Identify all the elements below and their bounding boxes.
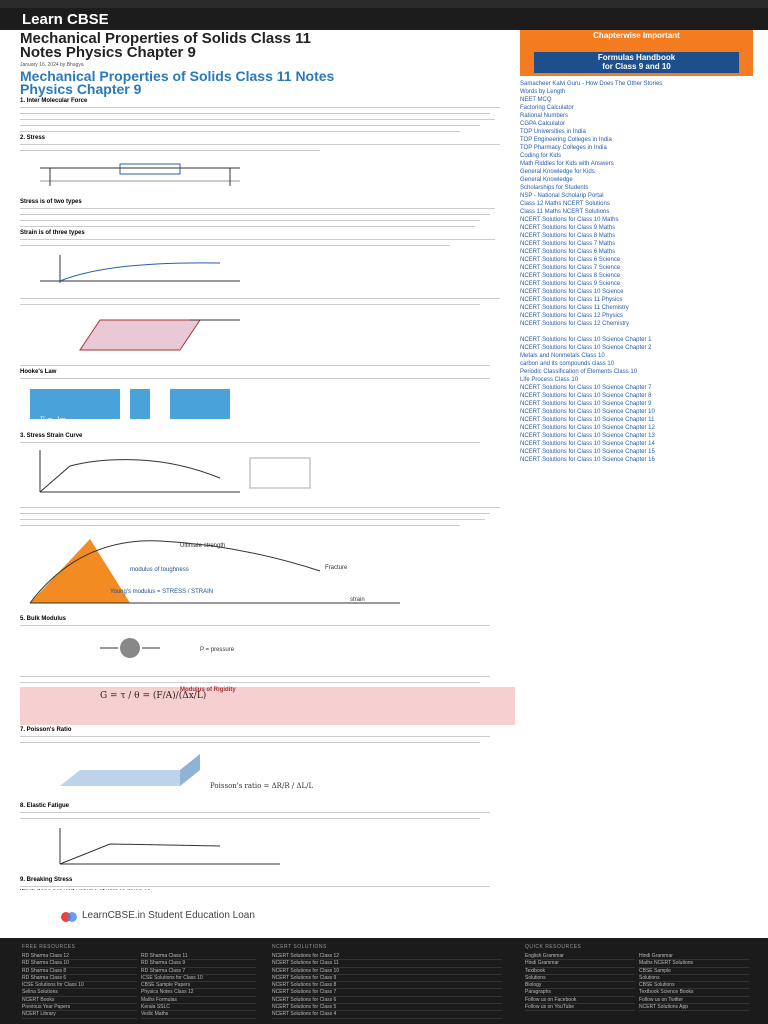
sidebar-link[interactable]: Metals and Nonmetals Class 10 (520, 353, 605, 359)
sidebar-link[interactable]: NCERT Solutions for Class 6 Science (520, 257, 621, 263)
article-byline: January 16, 2024 by Bhagya (20, 62, 84, 68)
footer-link[interactable]: NCERT Solutions for Class 10 (272, 968, 502, 975)
sidebar-link[interactable]: Scholarships for Students (520, 185, 589, 191)
sidebar-link[interactable]: CGPA Calculator (520, 121, 565, 127)
sidebar-link[interactable]: Coding for Kids (520, 153, 562, 159)
footer-link[interactable]: Vedic Maths (141, 1011, 256, 1018)
site-header (0, 8, 768, 30)
footer-link[interactable]: RD Sharma Class 6 (22, 975, 137, 982)
footer-link[interactable]: NCERT Solutions for Class 9 (272, 975, 502, 982)
article-subtitle-line-1: Mechanical Properties of Solids Class 11 Notes (20, 68, 335, 84)
section-heading: 3. Stress Strain Curve (20, 433, 83, 439)
footer-link[interactable]: Follow us on Facebook (525, 997, 635, 1004)
sidebar-link[interactable]: Class 11 Maths NCERT Solutions (520, 209, 610, 215)
top-navigation (0, 0, 768, 8)
sidebar-link[interactable]: NCERT Solutions for Class 12 Physics (520, 313, 623, 319)
sidebar-link[interactable]: General Knowledge for Kids (520, 169, 595, 175)
sidebar-link[interactable]: NCERT Solutions for Class 11 Physics (520, 297, 623, 303)
promo-line-1: Chapterwise Important (593, 31, 680, 40)
section-heading: Strain is of three types (20, 230, 85, 236)
footer-link[interactable]: Physics Notes Class 12 (141, 989, 256, 996)
text-line (20, 679, 480, 685)
footer-link[interactable]: Follow us on YouTube (525, 1004, 635, 1011)
page-title-line-2: Notes Physics Chapter 9 (20, 44, 196, 61)
sidebar-link[interactable]: Rational Numbers (520, 113, 569, 119)
footer-link[interactable]: NCERT Books (22, 997, 137, 1004)
stress-figure (20, 156, 260, 190)
footer-link[interactable]: Paragraphs (525, 989, 635, 996)
sidebar-link[interactable]: Class 12 Maths NCERT Solutions (520, 201, 610, 207)
rigidity-formula: G = τ / θ = (F/A)/(Δx/L) (100, 691, 207, 701)
footer-column (272, 953, 502, 1019)
section-heading: 5. Bulk Modulus (20, 616, 67, 622)
section-heading: Hooke's Law (20, 369, 57, 375)
page-title (20, 30, 515, 60)
sidebar-link[interactable]: NSP - National Scholarip Portal (520, 193, 604, 199)
sidebar-link[interactable]: TOP Engineering Colleges in India (520, 137, 612, 143)
sidebar-link[interactable]: Samacheer Kalvi Guru - How Does The Other Stories (520, 81, 663, 87)
footer-link[interactable]: RD Sharma Class 7 (141, 968, 256, 975)
sidebar-link[interactable]: NCERT Solutions for Class 10 Science Chapter 13 (520, 433, 655, 439)
sidebar-link[interactable]: NEET MCQ (520, 97, 552, 103)
section-heading: 8. Elastic Fatigue (20, 803, 70, 809)
modulus-label: modulus of toughness (130, 567, 189, 573)
section-heading: 1. Inter Molecular Force (20, 98, 88, 104)
sidebar-link[interactable]: NCERT Solutions for Class 6 Maths (520, 249, 616, 255)
article-content (20, 30, 515, 890)
fracture-label: Fracture (325, 565, 348, 571)
sidebar-link[interactable]: Factoring Calculator (520, 105, 574, 111)
text-line (20, 375, 490, 381)
shear-strain-figure (20, 310, 260, 354)
section-heading: 7. Poisson's Ratio (20, 727, 72, 733)
footer-link[interactable]: Maths Formulas (141, 997, 256, 1004)
sidebar-link[interactable]: NCERT Solutions for Class 10 Science (520, 289, 624, 295)
footer-column (22, 953, 137, 1019)
sidebar-link[interactable]: Math Riddles for Kids with Answers (520, 161, 614, 167)
sidebar-link[interactable]: TOP Pharmacy Colleges in India (520, 145, 607, 151)
text-line (20, 242, 450, 248)
article-subtitle (20, 70, 515, 96)
site-footer (0, 938, 768, 1024)
sidebar-link[interactable]: NCERT Solutions for Class 10 Science Chapter 15 (520, 449, 655, 455)
footer-link[interactable]: Biology (525, 982, 635, 989)
text-line (20, 815, 480, 821)
text-line (20, 522, 460, 528)
footer-link[interactable]: CBSE Solutions (639, 982, 749, 989)
work-done-line (20, 889, 515, 890)
footer-column (639, 953, 749, 1011)
sidebar-link[interactable]: NCERT Solutions for Class 10 Maths (520, 217, 619, 223)
sidebar-link[interactable]: Periodic Classification of Elements Class 10 (520, 369, 638, 375)
footer-link[interactable]: CBSE Sample Papers (141, 982, 256, 989)
toughness-curve-figure (20, 531, 420, 607)
text-line (20, 439, 480, 445)
sidebar-links (520, 80, 755, 464)
sidebar-link[interactable]: NCERT Solutions for Class 10 Science Chapter 11 (520, 417, 655, 423)
footer-link[interactable]: NCERT Solutions for Class 11 (272, 960, 502, 967)
footer-link[interactable]: Hindi Grammar (639, 953, 749, 960)
sidebar-link[interactable]: NCERT Solutions for Class 10 Science Chapter 1 (520, 337, 652, 343)
footer-link[interactable]: Hindi Grammar (525, 960, 635, 967)
loan-banner[interactable] (60, 908, 490, 926)
footer-link[interactable]: NCERT Library (22, 1011, 137, 1018)
sidebar-link[interactable]: NCERT Solutions for Class 10 Science Chapter 7 (520, 385, 652, 391)
sidebar-link[interactable]: NCERT Solutions for Class 10 Science Chapter 12 (520, 425, 655, 431)
footer-link[interactable]: RD Sharma Class 8 (22, 968, 137, 975)
promo-line-2: Formulas Handbook (597, 53, 676, 62)
footer-link[interactable]: Solutions (525, 975, 635, 982)
footer-link[interactable]: NCERT Solutions for Class 8 (272, 982, 502, 989)
sidebar-link[interactable]: NCERT Solutions for Class 10 Science Chapter 14 (520, 441, 655, 447)
footer-heading: NCERT SOLUTIONS (272, 944, 327, 950)
footer-link[interactable]: NCERT Solutions for Class 7 (272, 989, 502, 996)
footer-link[interactable]: ICSE Solutions for Class 10 (141, 975, 256, 982)
promo-banner[interactable] (520, 30, 753, 76)
text-line (20, 622, 490, 628)
section-heading: 9. Breaking Stress (20, 877, 73, 883)
sidebar-link[interactable]: NCERT Solutions for Class 8 Science (520, 273, 621, 279)
sidebar-link[interactable]: General Knowledge (520, 177, 573, 183)
footer-link[interactable]: NCERT Solutions for Class 6 (272, 997, 502, 1004)
sidebar-link[interactable]: Life Process Class 10 (520, 377, 579, 383)
sidebar-link[interactable]: carbon and its compounds class 10 (520, 361, 615, 367)
footer-link[interactable]: Textbook Science Books (639, 989, 749, 996)
bulk-modulus-figure (20, 631, 320, 665)
rigidity-title: Modulus of Rigidity (180, 687, 236, 693)
footer-link[interactable]: RD Sharma Class 10 (22, 960, 137, 967)
footer-heading: FREE RESOURCES (22, 944, 76, 950)
sidebar-link[interactable]: NCERT Solutions for Class 7 Maths (520, 241, 616, 247)
text-line (20, 223, 475, 229)
footer-heading: QUICK RESOURCES (525, 944, 582, 950)
footer-link[interactable]: Solutions (639, 975, 749, 982)
footer-link[interactable]: Textbook (525, 968, 635, 975)
elastic-fatigue-figure (20, 824, 320, 868)
paragraph-block (20, 104, 515, 134)
footer-link[interactable]: RD Sharma Class 11 (141, 953, 256, 960)
footer-link[interactable]: RD Sharma Class 12 (22, 953, 137, 960)
footer-free-resources (22, 944, 262, 1019)
section-heading: Stress is of two types (20, 199, 82, 205)
hookes-formula-text: F = -kx (40, 416, 66, 424)
sidebar-link[interactable]: NCERT Solutions for Class 11 Chemistry (520, 305, 629, 311)
poissons-ratio-figure (20, 748, 320, 794)
footer-ncert-solutions (272, 944, 502, 1019)
sidebar-link[interactable] (520, 328, 755, 336)
text-line (20, 362, 490, 368)
text-line (20, 147, 320, 153)
footer-link[interactable]: ICSE Solutions for Class 10 (22, 982, 137, 989)
sidebar-link[interactable]: Words by Length (520, 89, 566, 95)
footer-link[interactable]: Previous Year Papers (22, 1004, 137, 1011)
sidebar-link[interactable]: NCERT Solutions for Class 10 Science Chapter 10 (520, 409, 655, 415)
sidebar-link[interactable]: NCERT Solutions for Class 9 Science (520, 281, 621, 287)
sidebar-link[interactable]: NCERT Solutions for Class 10 Science Chapter 16 (520, 457, 655, 463)
footer-link[interactable]: RD Sharma Class 9 (141, 960, 256, 967)
strain-figure (20, 251, 260, 287)
sidebar-link[interactable]: NCERT Solutions for Class 10 Science Chapter 8 (520, 393, 652, 399)
modulus-of-rigidity-band (20, 687, 515, 725)
pressure-caption: P = pressure (200, 647, 235, 653)
ultimate-strength-label: Ultimate strength (180, 543, 226, 549)
sidebar-link[interactable]: NCERT Solutions for Class 12 Chemistry (520, 321, 630, 327)
sidebar-link[interactable]: TOP Universities in India (520, 129, 586, 135)
footer-quick-resources (525, 944, 755, 1011)
hookes-law-figure (20, 384, 320, 424)
footer-link[interactable]: NCERT Solutions for Class 5 (272, 1004, 502, 1011)
page-title-line-1: Mechanical Properties of Solids Class 11 (20, 30, 311, 47)
strain-axis-label: strain (350, 597, 365, 603)
footer-column (525, 953, 635, 1011)
footer-link[interactable]: CBSE Sample (639, 968, 749, 975)
footer-link[interactable]: Maths NCERT Solutions (639, 960, 749, 967)
section-heading: 2. Stress (20, 135, 46, 141)
sidebar (520, 30, 755, 464)
sidebar-link[interactable]: NCERT Solutions for Class 7 Science (520, 265, 621, 271)
footer-link[interactable]: NCERT Solutions for Class 12 (272, 953, 502, 960)
stress-strain-curve-figure (20, 448, 320, 496)
footer-link[interactable]: Kerala SSLC (141, 1004, 256, 1011)
footer-link[interactable]: NCERT Solutions for Class 4 (272, 1011, 502, 1018)
footer-link[interactable]: Follow us on Twitter (639, 997, 749, 1004)
text-line (20, 301, 480, 307)
logo-icon (60, 910, 78, 924)
text-line (20, 739, 480, 745)
footer-column (141, 953, 256, 1019)
text-line (20, 128, 460, 134)
site-logo[interactable]: Learn CBSE (22, 11, 109, 28)
sidebar-link[interactable]: NCERT Solutions for Class 10 Science Chapter 9 (520, 401, 652, 407)
sidebar-link[interactable]: NCERT Solutions for Class 9 Maths (520, 225, 616, 231)
poisson-ratio-label: Poisson's ratio = ΔR/R / ΔL/L (210, 782, 314, 790)
promo-box (534, 52, 739, 73)
hooke-formula-label: Young's modulus = STRESS / STRAIN (110, 589, 214, 595)
sidebar-link[interactable]: NCERT Solutions for Class 8 Maths (520, 233, 616, 239)
footer-link[interactable]: NCERT Solutions App (639, 1004, 749, 1011)
sidebar-link[interactable]: NCERT Solutions for Class 10 Science Chapter 2 (520, 345, 652, 351)
footer-link[interactable]: Selina Solutions (22, 989, 137, 996)
footer-link[interactable]: English Grammar (525, 953, 635, 960)
loan-banner-text: LearnCBSE.in Student Education Loan (82, 910, 255, 921)
article-subtitle-line-2: Physics Chapter 9 (20, 81, 142, 97)
promo-line-3: for Class 9 and 10 (602, 62, 671, 71)
